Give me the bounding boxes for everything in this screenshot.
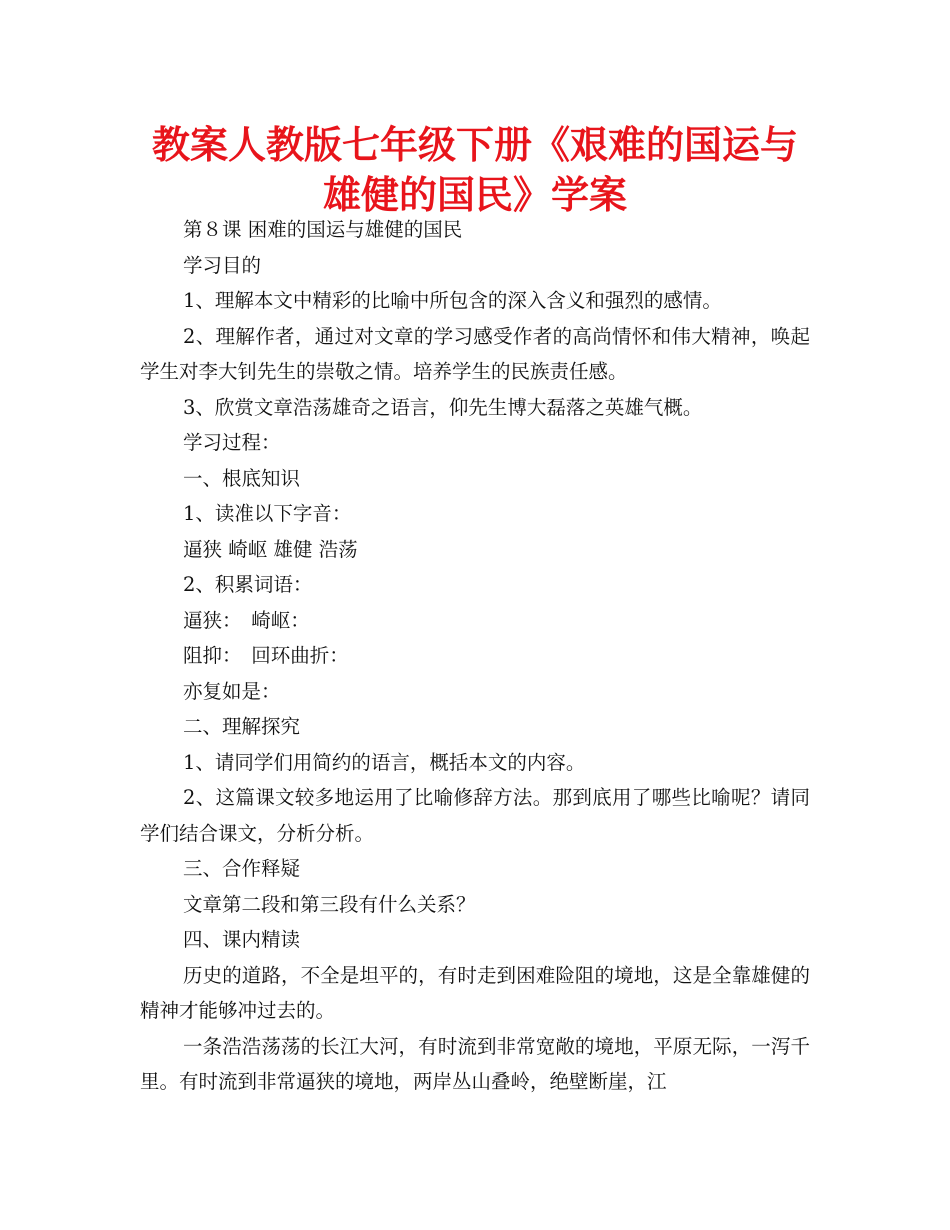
objective-item-2: 2、理解作者，通过对文章的学习感受作者的高尚情怀和伟大精神，唤起学生对李大钊先生的崇敬之情。培养学生的民族责任感。 <box>140 324 810 383</box>
section-heading-objectives: 学习目的 <box>183 253 262 277</box>
reading-paragraph-1: 历史的道路，不全是坦平的，有时走到困难险阻的境地，这是全靠雄健的精神才能够冲过去的。 <box>140 963 810 1022</box>
basics-item-vocabulary: 2、积累词语： <box>183 573 313 596</box>
understanding-item-1: 1、请同学们用简约的语言，概括本文的内容。 <box>183 750 586 774</box>
document-body <box>140 212 810 1100</box>
understanding-item-2: 2、这篇课文较多地运用了比喻修辞方法。那到底用了哪些比喻呢？请同学们结合课文，分析分析。 <box>140 786 810 845</box>
pronunciation-words: 逼狭 崎岖 雄健 浩荡 <box>183 537 358 561</box>
section-heading-reading: 四、课内精读 <box>183 928 301 951</box>
section-heading-basics: 一、根底知识 <box>183 466 301 490</box>
document-title: 教案人教版七年级下册《艰难的国运与雄健的国民》学案 <box>151 123 798 217</box>
basics-item-pronunciation: 1、读准以下字音： <box>183 502 352 525</box>
cooperation-question: 文章第二段和第三段有什么关系？ <box>183 892 476 916</box>
vocabulary-line-3: 亦复如是： <box>183 679 281 703</box>
objective-item-3: 3、欣赏文章浩荡雄奇之语言，仰先生博大磊落之英雄气概。 <box>183 395 703 419</box>
lesson-heading: 第８课 困难的国运与雄健的国民 <box>183 218 463 241</box>
section-heading-process: 学习过程： <box>183 431 281 454</box>
section-heading-understanding: 二、理解探究 <box>183 715 301 738</box>
reading-paragraph-2: 一条浩浩荡荡的长江大河，有时流到非常宽敞的境地，平原无际，一泻千里。有时流到非常逼狭的境地，两岸丛山叠岭，绝壁断崖，江 <box>140 1034 810 1093</box>
vocabulary-line-1: 逼狭： 崎岖： <box>183 608 310 632</box>
objective-item-1: 1、理解本文中精彩的比喻中所包含的深入含义和强烈的感情。 <box>183 289 722 312</box>
vocabulary-line-2: 阻抑： 回环曲折： <box>183 644 349 667</box>
section-heading-cooperation: 三、合作释疑 <box>183 857 301 880</box>
